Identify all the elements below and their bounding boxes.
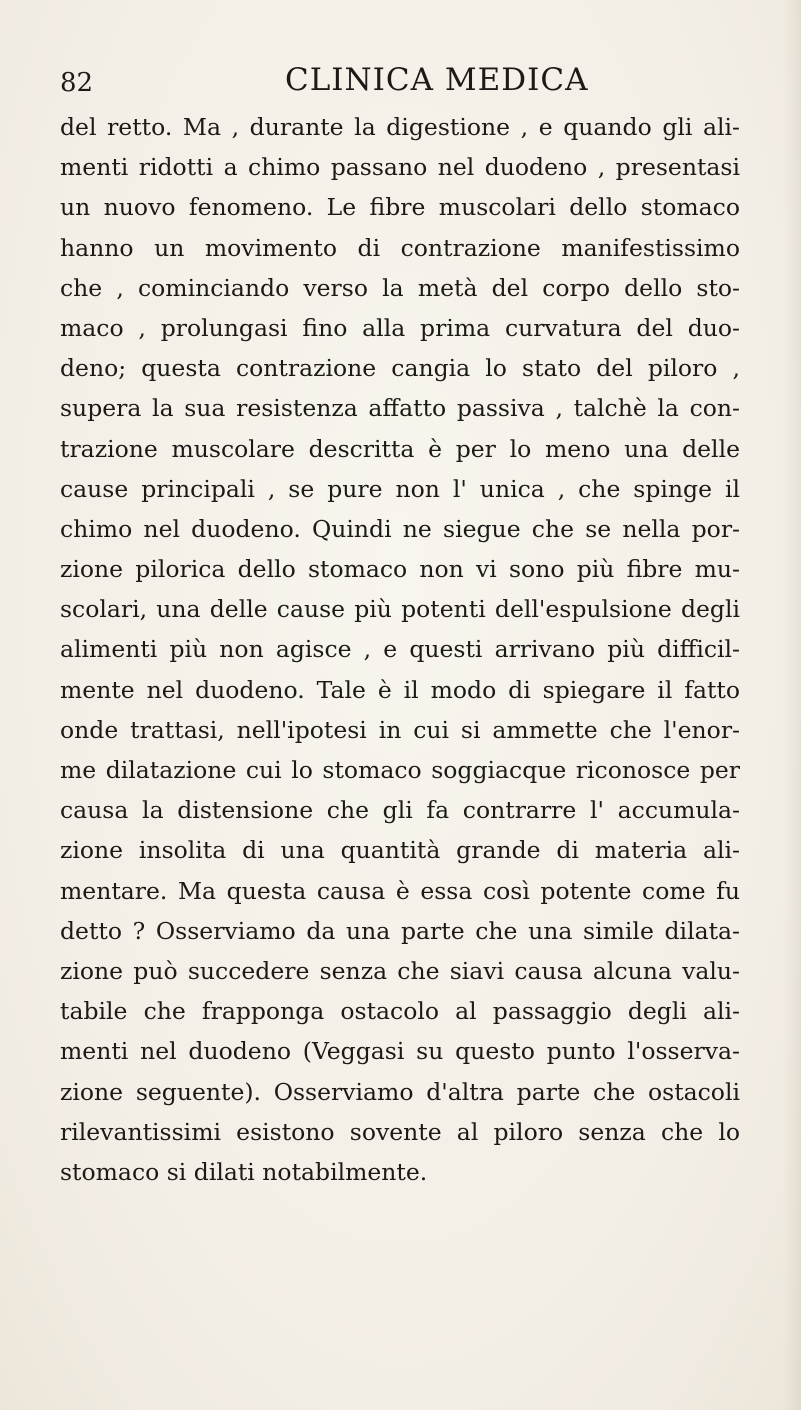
text-line: zione può succedere senza che siavi causa alcuna valu- bbox=[60, 956, 740, 985]
text-line: zione pilorica dello stomaco non vi sono più fibre mu- bbox=[60, 555, 740, 584]
text-line: stomaco si dilati notabilmente. bbox=[60, 1157, 428, 1186]
text-line: chimo nel duodeno. Quindi ne siegue che se nella por- bbox=[60, 514, 740, 543]
page-edge-shadow bbox=[783, 0, 801, 1410]
page-header bbox=[60, 62, 740, 102]
text-line: menti ridotti a chimo passano nel duodeno , presentasi bbox=[60, 153, 740, 182]
text-line: del retto. Ma , durante la digestione , e quando gli ali- bbox=[60, 113, 740, 141]
page-number: 82 bbox=[60, 68, 94, 98]
text-line: cause principali , se pure non l' unica , che spinge il bbox=[60, 474, 740, 503]
text-line: deno; questa contrazione cangia lo stato del piloro , bbox=[60, 354, 740, 383]
text-line: causa la distensione che gli fa contrarre l' accumula- bbox=[60, 796, 740, 825]
text-line: trazione muscolare descritta è per lo meno una delle bbox=[60, 434, 740, 463]
text-line: me dilatazione cui lo stomaco soggiacque riconosce per bbox=[60, 756, 740, 784]
text-line: mente nel duodeno. Tale è il modo di spiegare il fatto bbox=[60, 675, 740, 704]
text-line: onde trattasi, nell'ipotesi in cui si ammette che l'enor- bbox=[60, 715, 740, 744]
text-line: maco , prolungasi fino alla prima curvatura del duo- bbox=[60, 313, 740, 342]
text-line: hanno un movimento di contrazione manifestissimo bbox=[60, 233, 740, 262]
text-line: che , cominciando verso la metà del corpo dello sto- bbox=[60, 273, 740, 302]
body-paragraph bbox=[60, 107, 740, 1192]
text-line: un nuovo fenomeno. Le fibre muscolari dello stomaco bbox=[60, 193, 740, 222]
text-line: scolari, una delle cause più potenti dell'espulsione degli bbox=[60, 595, 740, 624]
text-line: zione seguente). Osserviamo d'altra parte che ostacoli bbox=[60, 1077, 740, 1106]
text-line: alimenti più non agisce , e questi arrivano più difficil- bbox=[60, 635, 740, 664]
text-line: rilevantissimi esistono sovente al piloro senza che lo bbox=[60, 1117, 740, 1146]
text-line: menti nel duodeno (Veggasi su questo punto l'osserva- bbox=[60, 1037, 740, 1066]
text-line: zione insolita di una quantità grande di materia ali- bbox=[60, 836, 740, 865]
text-line: detto ? Osserviamo da una parte che una simile dilata- bbox=[60, 916, 740, 945]
text-line: mentare. Ma questa causa è essa così potente come fu bbox=[60, 876, 740, 905]
running-title: CLINICA MEDICA bbox=[285, 62, 589, 98]
text-line: supera la sua resistenza affatto passiva , talchè la con- bbox=[60, 394, 740, 423]
text-line: tabile che frapponga ostacolo al passaggio degli ali- bbox=[60, 997, 740, 1026]
